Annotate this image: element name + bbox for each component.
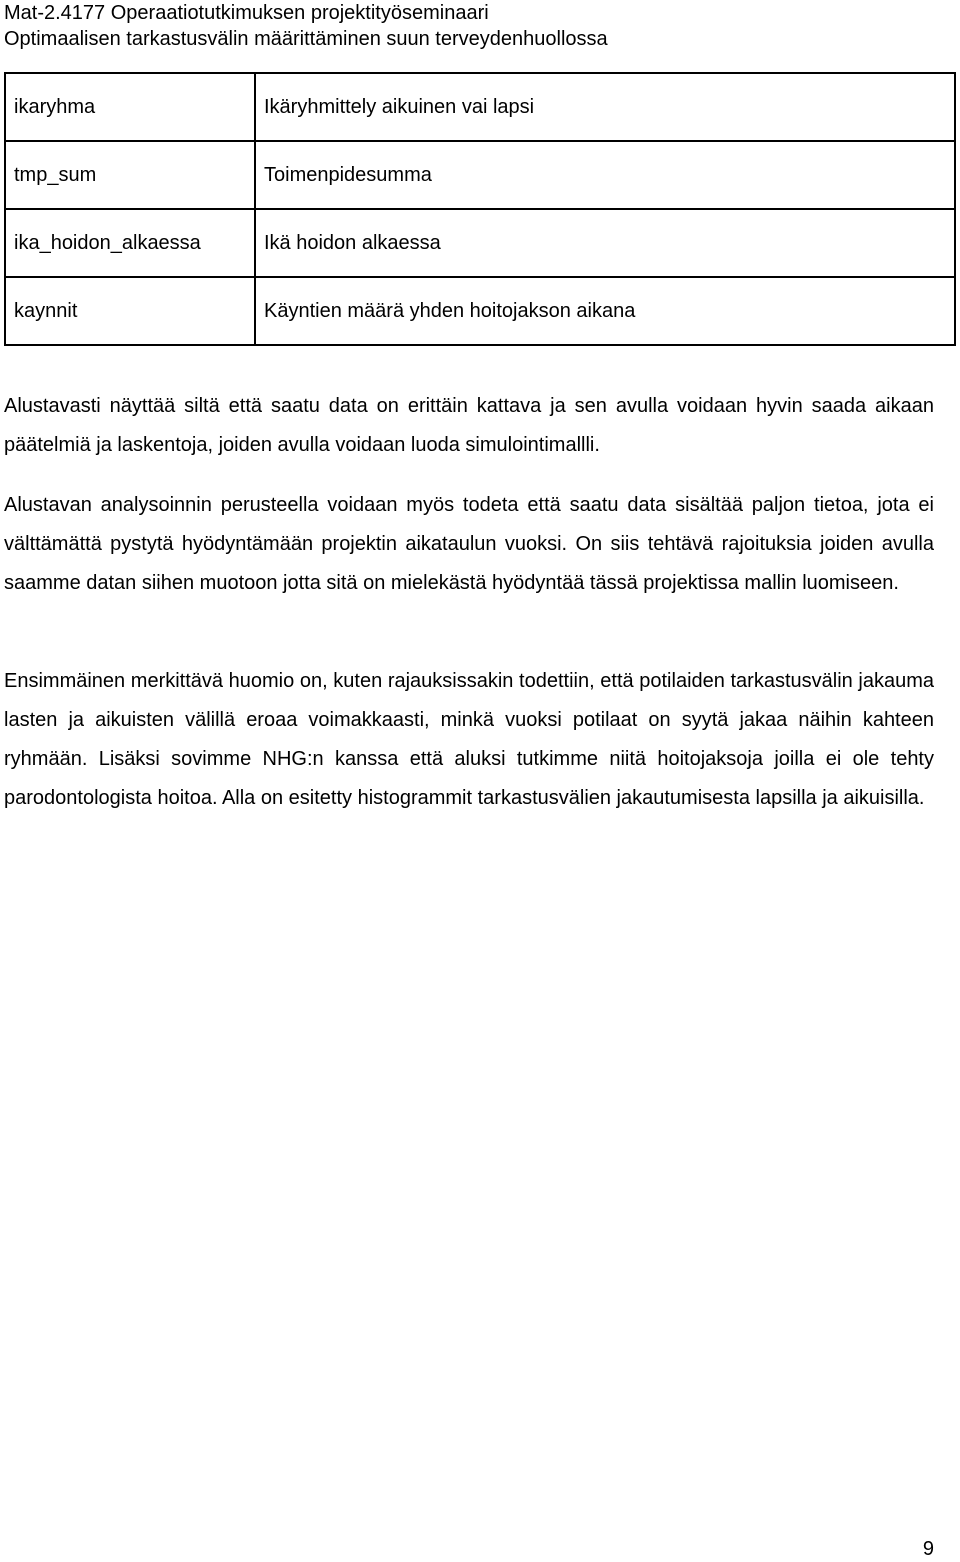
- variable-description: Ikä hoidon alkaessa: [255, 209, 955, 277]
- project-title: Optimaalisen tarkastusvälin määrittäminen suun terveydenhuollossa: [4, 28, 608, 50]
- variable-description: Toimenpidesumma: [255, 141, 955, 209]
- variable-description: Käyntien määrä yhden hoitojakson aikana: [255, 277, 955, 345]
- variable-table: [4, 72, 956, 346]
- variable-description: Ikäryhmittely aikuinen vai lapsi: [255, 73, 955, 141]
- variable-name: ikaryhma: [5, 73, 255, 141]
- paragraph: Alustavan analysoinnin perusteella voidaan myös todeta että saatu data sisältää paljon tietoa, jota ei välttämättä pystytä hyödyntämään projektin aikataulun vuoksi. On siis tehtävä rajoituksia joiden avulla saamme datan siihen muotoon jotta sitä on mielekästä hyödyntää tässä projektissa mallin luomiseen.: [4, 494, 934, 594]
- table-row: [5, 141, 955, 209]
- page-number: 9: [922, 1538, 934, 1560]
- paragraph: Alustavasti näyttää siltä että saatu data on erittäin kattava ja sen avulla voidaan hyvin saada aikaan päätelmiä ja laskentoja, joiden avulla voidaan luoda simulointimallli.: [4, 395, 934, 456]
- variable-name: ika_hoidon_alkaessa: [5, 209, 255, 277]
- table-row: [5, 209, 955, 277]
- document-header: [4, 0, 608, 52]
- variable-name: kaynnit: [5, 277, 255, 345]
- table-row: [5, 277, 955, 345]
- table-row: [5, 73, 955, 141]
- paragraph: Ensimmäinen merkittävä huomio on, kuten rajauksissakin todettiin, että potilaiden tarkastusvälin jakauma lasten ja aikuisten välillä eroaa voimakkaasti, minkä vuoksi potilaat on syytä jakaa näihin kahteen ryhmään. Lisäksi sovimme NHG:n kanssa että aluksi tutkimme niitä hoitojaksoja joilla ei ole tehty parodontologista hoitoa. Alla on esitetty histogrammit tarkastusvälien jakautumisesta lapsilla ja aikuisilla.: [4, 670, 934, 809]
- course-title: Mat-2.4177 Operaatiotutkimuksen projektityöseminaari: [4, 2, 489, 24]
- variable-name: tmp_sum: [5, 141, 255, 209]
